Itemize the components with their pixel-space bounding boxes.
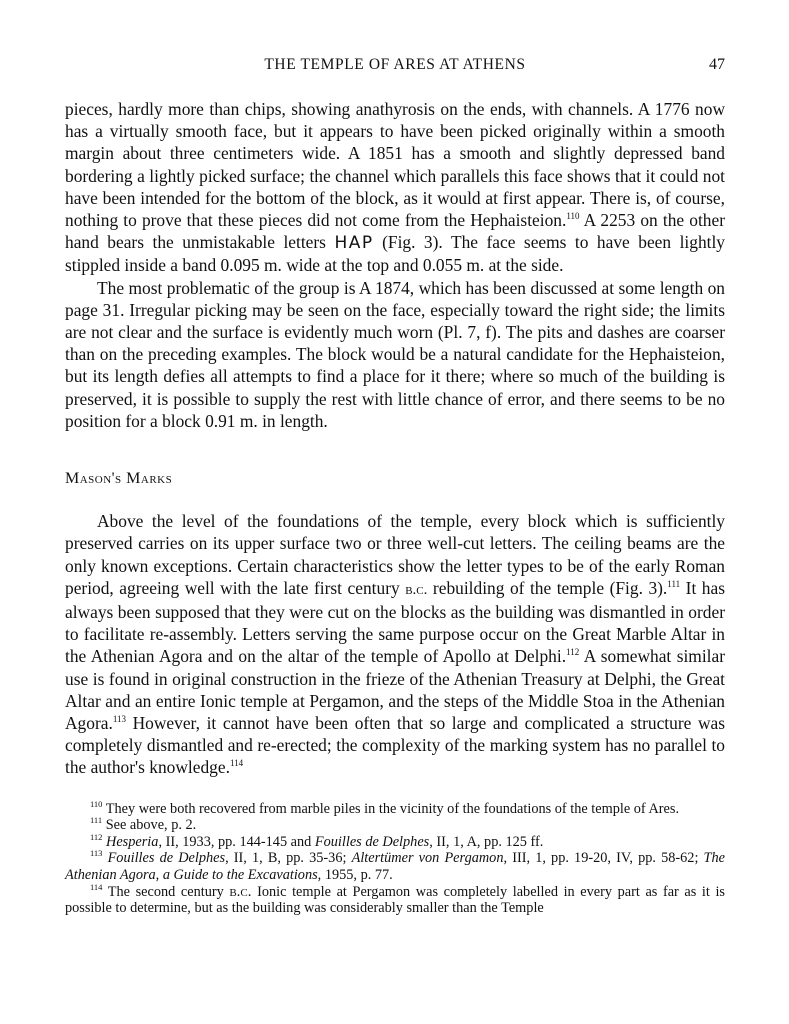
paragraph-1-text-b: A 2253 on the other hand bears the unmistakable letters [65, 210, 725, 253]
paragraph-3-text-e: However, it cannot have been often that so large and complicated a structure was completely dismantled and re-erected; the complexity of the marking system has no parallel to the author's knowledge. [65, 713, 725, 778]
era-abbreviation: b.c. [229, 883, 252, 900]
paragraph-3-text-b: rebuilding of the temple (Fig. 3). [427, 577, 668, 598]
footnote-113 [65, 850, 725, 883]
paragraph-3-text-d: A somewhat similar use is found in original construction in the frieze of the Athenian Treasury at Delphi, the Great Altar and an entire Ionic temple at Pergamon, and the steps of the Middle Stoa in the Athenian Agora. [65, 646, 725, 734]
footnote-text: , II, 1, B, pp. 35-36; [225, 850, 352, 867]
footnote-112 [65, 831, 725, 851]
era-abbreviation: b.c. [405, 581, 428, 598]
footnote-number: 113 [90, 848, 103, 859]
citation-title: Hesperia [106, 833, 159, 850]
inscribed-letters: HAP [334, 233, 374, 254]
paragraph-3 [65, 510, 725, 778]
footnote-ref-113: 113 [112, 714, 126, 725]
footnote-text: , 1955, p. 77. [317, 867, 393, 884]
citation-title: Fouilles de Delphes [107, 850, 226, 867]
citation-title: Altertümer von Pergamon [351, 850, 504, 867]
footnote-number: 114 [90, 881, 103, 892]
paragraph-3-text-a: Above the level of the foundations of the temple, every block which is sufficiently preserved carries on its upper surface two or three well-cut letters. The ceiling beams are the only known exceptions. Certain characteristics show the letter types to be of the early Roman period, agreeing well with the late first century [65, 511, 725, 598]
footnote-ref-114: 114 [229, 758, 244, 769]
paragraph-1 [65, 98, 725, 277]
footnote-ref-112: 112 [566, 647, 580, 658]
footnote-number: 111 [90, 815, 103, 826]
footnote-text: , II, 1, A, pp. 125 ff. [429, 833, 544, 850]
footnote-text: The second century [102, 883, 230, 900]
footnote-111 [65, 817, 725, 834]
paragraph-1-text-c: (Fig. 3). The face seems to have been lightly stippled inside a band 0.095 m. wide at the top and 0.055 m. at the side. [65, 232, 725, 276]
footnote-ref-110: 110 [566, 211, 580, 222]
footnote-ref-111: 111 [667, 578, 681, 589]
paragraph-3-text-c: It has always been supposed that they were cut on the blocks as the building was dismantled in order to facilitate re-assembly. Letters serving the same purpose occur on the Great Marble Altar in the Athenian Agora and on the altar of the temple of Apollo at Delphi. [65, 577, 725, 667]
citation-title: The Athenian Agora, a Guide to the Excavations [65, 850, 725, 884]
footnote-text: Ionic temple at Pergamon was completely labelled in every part as far as it is possible to determine, but as the building was considerably smaller than the Temple [65, 883, 725, 917]
citation-title: Fouilles de Delphes [314, 833, 430, 850]
section-heading: Mason's Marks [65, 470, 173, 488]
footnote-text: , II, 1933, pp. 144-145 and [158, 833, 315, 850]
page [65, 56, 725, 917]
footnote-text: See above, p. 2. [102, 817, 197, 834]
page-number: 47 [709, 56, 725, 73]
footnote-number: 112 [90, 831, 103, 842]
footnote-text: , III, 1, pp. 19-20, IV, pp. 58-62; [503, 850, 704, 867]
running-title: THE TEMPLE OF ARES AT ATHENS [264, 56, 526, 73]
footnotes [65, 798, 725, 917]
footnote-114 [65, 881, 725, 917]
footnote-number: 110 [90, 798, 103, 809]
footnote-110 [65, 798, 725, 818]
paragraph-1-text-a: pieces, hardly more than chips, showing anathyrosis on the ends, with channels. A 1776 now has a virtually smooth face, but it appears to have been picked originally within a smooth margin about three centimeters wide. A 1851 has a smooth and slightly depressed band bordering a lightly picked surface; the channel which parallels this face shows that it could not have been intended for the bottom of the block, as it would at first appear. There is, of course, nothing to prove that these pieces did not come from the Hephaisteion. [65, 99, 725, 231]
paragraph-2: The most problematic of the group is A 1874, which has been discussed at some length on page 31. Irregular picking may be seen on the face, especially toward the right side; the limits are not clear and the surface is evidently much worn (Pl. 7, f). The pits and dashes are coarser than on the preceding examples. The block would be a natural candidate for the Hephaisteion, but its length defies all attempts to find a place for it there; where so much of the building is preserved, it is possible to supply the rest with little chance of error, and there seems to be no position for a block 0.91 m. in length. [65, 277, 725, 431]
body-text [65, 98, 725, 779]
running-header [65, 56, 725, 78]
footnote-text: They were both recovered from marble piles in the vicinity of the foundations of the temple of Ares. [102, 800, 680, 817]
